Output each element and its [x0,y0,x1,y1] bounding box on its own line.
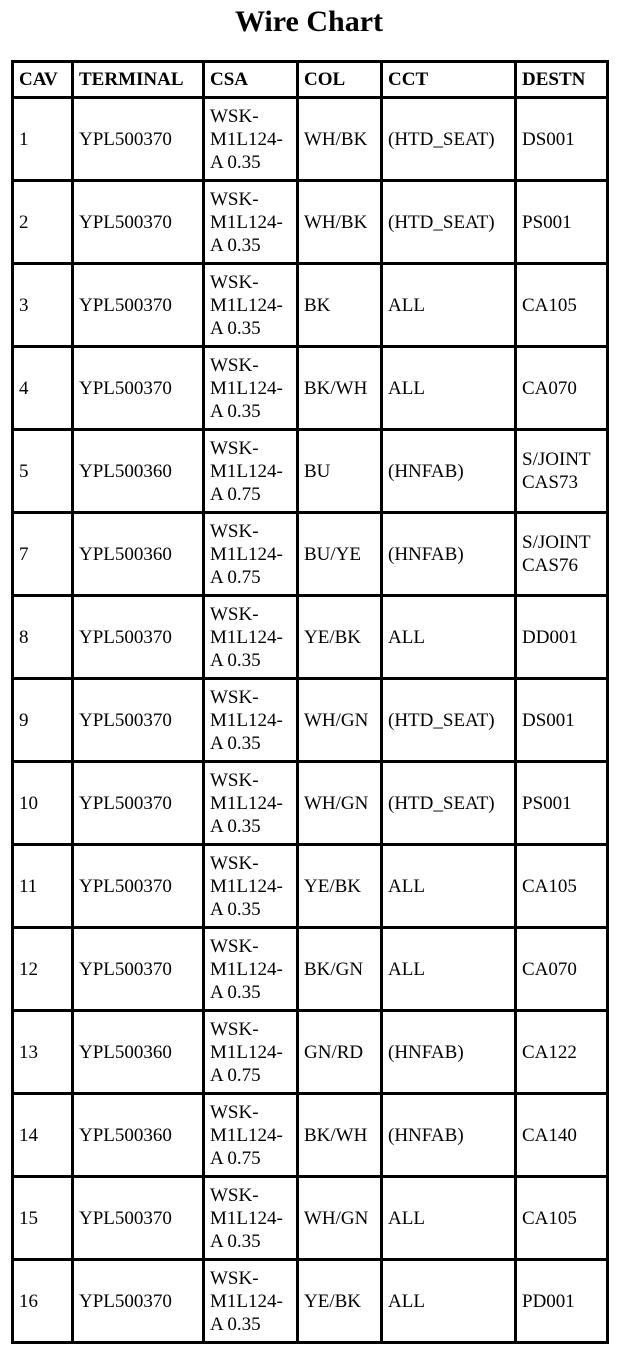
destn-line: S/JOINT [522,449,591,470]
cell-col: YE/BK [299,846,383,929]
cell-destn [517,265,609,348]
cell-terminal: YPL500360 [74,431,205,514]
cell-destn [517,846,609,929]
csa-line: M1L124- [210,792,283,814]
csa-line: A 0.35 [210,317,261,339]
cell-cav: 14 [14,1095,74,1178]
csa-line: M1L124- [210,1041,283,1063]
csa-line: WSK- [210,686,259,708]
cell-csa [205,1012,299,1095]
csa-line: A 0.75 [210,1147,261,1169]
cell-cav: 9 [14,680,74,763]
cell-col: WH/GN [299,1178,383,1261]
cell-cct: (HTD_SEAT) [383,680,517,763]
cell-destn [517,680,609,763]
csa-line: A 0.75 [210,1064,261,1086]
header-cav: CAV [14,63,74,99]
cell-col: BK [299,265,383,348]
table-row [14,431,609,514]
cell-col: GN/RD [299,1012,383,1095]
cell-cct: ALL [383,265,517,348]
cell-csa [205,1178,299,1261]
csa-line: WSK- [210,1101,259,1123]
csa-line: A 0.35 [210,981,261,1003]
table-row [14,514,609,597]
csa-line: M1L124- [210,128,283,150]
csa-line: M1L124- [210,543,283,565]
cell-col: WH/GN [299,680,383,763]
cell-cct: (HNFAB) [383,514,517,597]
table-row [14,1095,609,1178]
cell-destn [517,1095,609,1178]
cell-cav: 11 [14,846,74,929]
cell-cav: 13 [14,1012,74,1095]
cell-cct: ALL [383,929,517,1012]
cell-csa [205,763,299,846]
csa-line: M1L124- [210,211,283,233]
csa-line: WSK- [210,1184,259,1206]
header-destn: DESTN [517,63,609,99]
csa-line: WSK- [210,520,259,542]
cell-destn [517,1261,609,1344]
cell-csa [205,431,299,514]
csa-line: A 0.35 [210,1313,261,1335]
cell-cav: 1 [14,99,74,182]
cell-cct: (HNFAB) [383,1012,517,1095]
cell-csa [205,348,299,431]
csa-line: A 0.35 [210,151,261,173]
cell-cct: ALL [383,1178,517,1261]
cell-destn [517,99,609,182]
cell-terminal: YPL500360 [74,1095,205,1178]
csa-line: WSK- [210,603,259,625]
cell-col: BK/GN [299,929,383,1012]
csa-line: A 0.35 [210,1230,261,1252]
cell-csa [205,265,299,348]
destn-line: CAS76 [522,555,578,576]
cell-cct: ALL [383,1261,517,1344]
csa-line: A 0.35 [210,815,261,837]
csa-line: WSK- [210,437,259,459]
header-col: COL [299,63,383,99]
destn-line: DS001 [522,709,575,731]
destn-line: S/JOINT [522,532,591,553]
csa-line: M1L124- [210,294,283,316]
cell-col: BU/YE [299,514,383,597]
cell-csa [205,680,299,763]
csa-line: M1L124- [210,377,283,399]
cell-cav: 7 [14,514,74,597]
cell-cav: 5 [14,431,74,514]
cell-cav: 4 [14,348,74,431]
destn-line: DS001 [522,128,575,150]
cell-terminal: YPL500360 [74,1012,205,1095]
table-row [14,99,609,182]
cell-cav: 10 [14,763,74,846]
cell-csa [205,1261,299,1344]
cell-terminal: YPL500360 [74,514,205,597]
csa-line: WSK- [210,1267,259,1289]
cell-csa [205,846,299,929]
csa-line: M1L124- [210,1290,283,1312]
cell-destn [517,597,609,680]
csa-line: WSK- [210,935,259,957]
header-terminal: TERMINAL [74,63,205,99]
csa-line: A 0.35 [210,898,261,920]
cell-terminal: YPL500370 [74,929,205,1012]
cell-col: WH/BK [299,182,383,265]
cell-terminal: YPL500370 [74,680,205,763]
cell-csa [205,514,299,597]
cell-cav: 8 [14,597,74,680]
csa-line: M1L124- [210,958,283,980]
header-row [14,63,609,99]
cell-cav: 3 [14,265,74,348]
destn-line: CA140 [522,1124,577,1146]
destn-line: CA070 [522,377,577,399]
cell-cav: 12 [14,929,74,1012]
table-row [14,265,609,348]
csa-line: A 0.35 [210,400,261,422]
cell-cct: ALL [383,597,517,680]
cell-destn [517,514,609,597]
csa-line: A 0.35 [210,732,261,754]
cell-destn [517,348,609,431]
cell-terminal: YPL500370 [74,1261,205,1344]
cell-cct: (HTD_SEAT) [383,99,517,182]
destn-line: PD001 [522,1290,575,1312]
csa-line: WSK- [210,271,259,293]
destn-line: DD001 [522,626,578,648]
destn-line: CA105 [522,294,577,316]
csa-line: A 0.75 [210,483,261,505]
cell-terminal: YPL500370 [74,846,205,929]
table-row [14,597,609,680]
page-title: Wire Chart [234,5,384,38]
cell-cct: (HNFAB) [383,1095,517,1178]
csa-line: A 0.35 [210,234,261,256]
cell-csa [205,1095,299,1178]
csa-line: M1L124- [210,626,283,648]
csa-line: M1L124- [210,460,283,482]
cell-cct: (HTD_SEAT) [383,182,517,265]
cell-terminal: YPL500370 [74,597,205,680]
cell-destn [517,431,609,514]
cell-cct: ALL [383,846,517,929]
destn-line: CA070 [522,958,577,980]
csa-line: M1L124- [210,1124,283,1146]
cell-terminal: YPL500370 [74,99,205,182]
cell-cct: (HNFAB) [383,431,517,514]
destn-line: CA105 [522,1207,577,1229]
cell-cct: (HTD_SEAT) [383,763,517,846]
wire-chart-table [11,60,609,1344]
csa-line: A 0.75 [210,566,261,588]
csa-line: WSK- [210,188,259,210]
destn-line: CA105 [522,875,577,897]
table-row [14,929,609,1012]
cell-cav: 16 [14,1261,74,1344]
cell-csa [205,182,299,265]
destn-line: CAS73 [522,472,578,493]
cell-col: BK/WH [299,1095,383,1178]
table-row [14,1012,609,1095]
cell-col: WH/GN [299,763,383,846]
table-row [14,846,609,929]
destn-line: PS001 [522,792,572,814]
header-csa: CSA [205,63,299,99]
cell-destn [517,1178,609,1261]
cell-destn [517,929,609,1012]
cell-col: WH/BK [299,99,383,182]
csa-line: M1L124- [210,1207,283,1229]
cell-terminal: YPL500370 [74,348,205,431]
cell-cct: ALL [383,348,517,431]
table-row [14,680,609,763]
cell-cav: 15 [14,1178,74,1261]
csa-line: WSK- [210,769,259,791]
header-cct: CCT [383,63,517,99]
csa-line: M1L124- [210,709,283,731]
table-row [14,348,609,431]
cell-destn [517,182,609,265]
cell-col: YE/BK [299,1261,383,1344]
cell-destn [517,763,609,846]
table-row [14,182,609,265]
csa-line: WSK- [210,1018,259,1040]
cell-col: BK/WH [299,348,383,431]
table-row [14,1178,609,1261]
cell-csa [205,597,299,680]
table-row [14,763,609,846]
csa-line: WSK- [210,354,259,376]
cell-destn [517,1012,609,1095]
csa-line: WSK- [210,105,259,127]
cell-terminal: YPL500370 [74,182,205,265]
cell-terminal: YPL500370 [74,265,205,348]
cell-csa [205,929,299,1012]
destn-line: CA122 [522,1041,577,1063]
csa-line: M1L124- [210,875,283,897]
cell-terminal: YPL500370 [74,763,205,846]
csa-line: WSK- [210,852,259,874]
cell-terminal: YPL500370 [74,1178,205,1261]
table-body [14,99,609,1344]
destn-line: PS001 [522,211,572,233]
table-row [14,1261,609,1344]
csa-line: A 0.35 [210,649,261,671]
cell-cav: 2 [14,182,74,265]
cell-csa [205,99,299,182]
cell-col: YE/BK [299,597,383,680]
cell-col: BU [299,431,383,514]
